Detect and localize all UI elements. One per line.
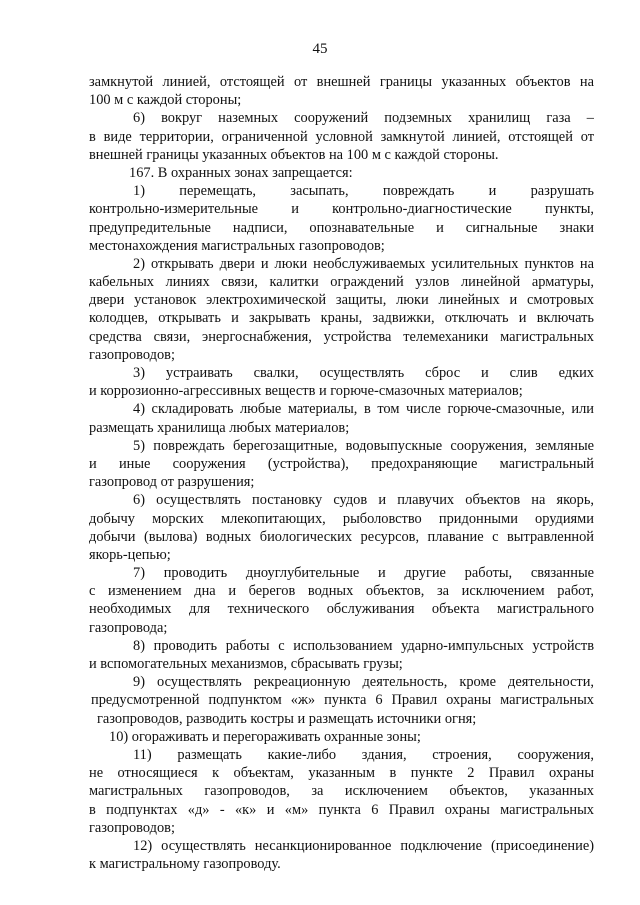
text-line: 100 м с каждой стороны; <box>89 92 242 109</box>
text-line: кабельных линиях связи, калитки ограждений узлов линейной арматуры, <box>89 274 594 291</box>
text-line: внешней границы указанных объектов на 100 м с каждой стороны. <box>89 146 499 163</box>
text-line: к магистральному газопроводу. <box>89 856 281 873</box>
text-line: с изменением дна и берегов водных объектов, за исключением работ, <box>89 583 594 600</box>
text-line: 10) огораживать и перегораживать охранные зоны; <box>109 728 421 745</box>
text-line: 11) размещать какие-либо здания, строения, сооружения, <box>133 746 594 763</box>
text-line: средства связи, энергоснабжения, устройства телемеханики магистральных <box>89 328 594 345</box>
text-line: 6) осуществлять постановку судов и плавучих объектов на якорь, <box>133 492 594 509</box>
text-line: 1) перемещать, засыпать, повреждать и разрушать <box>133 183 594 200</box>
text-line: предупредительные надписи, опознавательные и сигнальные знаки <box>89 219 594 236</box>
text-line: необходимых для технического обслуживания объекта магистрального <box>89 601 594 618</box>
text-line: газопроводов, разводить костры и размещать источники огня; <box>97 710 477 727</box>
text-line: 12) осуществлять несанкционированное подключение (присоединение) <box>133 837 594 854</box>
text-line: газопроводов; <box>89 346 175 363</box>
text-line: 5) повреждать берегозащитные, водовыпускные сооружения, земляные <box>133 437 594 454</box>
text-line: не относящиеся к объектам, указанным в пункте 2 Правил охраны <box>89 765 594 782</box>
text-line: 3) устраивать свалки, осуществлять сброс и слив едких <box>133 365 594 381</box>
text-line: 2) открывать двери и люки необслуживаемых усилительных пунктов на <box>133 255 594 272</box>
page-number: 45 <box>312 41 328 57</box>
text-line: и коррозионно-агрессивных веществ и горюче-смазочных материалов; <box>89 383 523 400</box>
text-line: 4) складировать любые материалы, в том числе горюче-смазочные, или <box>133 401 594 418</box>
text-line: контрольно-измерительные и контрольно-диагностические пункты, <box>89 201 594 218</box>
text-line: размещать хранилища любых материалов; <box>89 419 350 436</box>
text-line: и вспомогательных механизмов, сбрасывать грузы; <box>89 656 403 672</box>
text-line: газопроводов; <box>89 819 175 836</box>
text-line: предусмотренной подпунктом «ж» пункта 6 Правил охраны магистральных <box>91 692 594 709</box>
text-line: двери установок электрохимической защиты, люки линейных и смотровых <box>89 292 594 309</box>
text-line: в виде территории, ограниченной условной замкнутой линией, отстоящей от <box>89 128 594 145</box>
text-line: 167. В охранных зонах запрещается: <box>129 164 353 181</box>
text-line: 9) осуществлять рекреационную деятельность, кроме деятельности, <box>133 674 594 691</box>
page-body <box>89 73 594 873</box>
text-line: газопровода; <box>89 619 168 636</box>
text-line: замкнутой линией, отстоящей от внешней границы указанных объектов на <box>89 74 594 90</box>
text-line: 7) проводить дноуглубительные и другие работы, связанные <box>133 565 594 582</box>
text-line: в подпунктах «д» - «к» и «м» пункта 6 Правил охраны магистральных <box>89 801 594 818</box>
text-line: 6) вокруг наземных сооружений подземных хранилищ газа – <box>133 110 594 127</box>
text-line: якорь-цепью; <box>89 546 171 563</box>
text-line: добычи (вылова) водных биологических ресурсов, плавание с вытравленной <box>89 528 594 545</box>
text-line: местонахождения магистральных газопроводов; <box>89 237 385 254</box>
text-line: газопровод от разрушения; <box>89 474 255 491</box>
text-line: колодцев, открывать и закрывать краны, задвижки, отключать и включать <box>89 310 594 327</box>
text-line: и иные сооружения (устройства), предохраняющие магистральный <box>89 455 594 472</box>
text-line: 8) проводить работы с использованием ударно-импульсных устройств <box>133 637 594 654</box>
text-line: магистральных газопроводов, за исключением объектов, указанных <box>89 783 594 800</box>
text-line: добычу морских млекопитающих, рыболовство придонными орудиями <box>89 510 594 527</box>
